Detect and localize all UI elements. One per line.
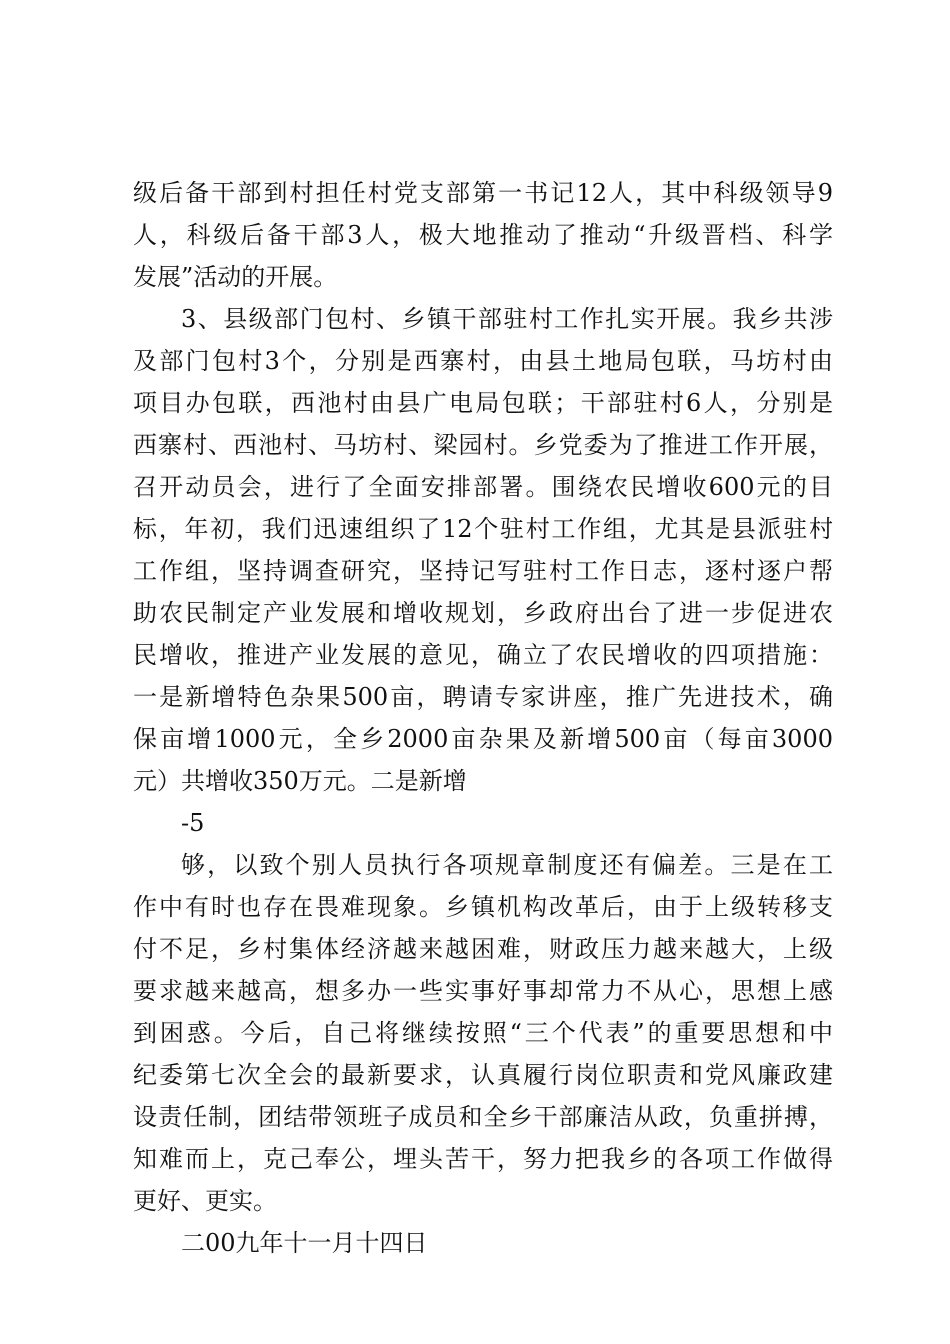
text-line: 标，年初，我们迅速组织了12个驻村工作组，尤其是县派驻村	[133, 515, 833, 543]
text-line: 级后备干部到村担任村党支部第一书记12人，其中科级领导9	[133, 179, 833, 207]
text-line: 3、县级部门包村、乡镇干部驻村工作扎实开展。我乡共涉	[181, 305, 833, 333]
text-line: 工作组，坚持调查研究，坚持记写驻村工作日志，逐村逐户帮	[133, 557, 833, 585]
text-line: 召开动员会，进行了全面安排部署。围绕农民增收600元的目	[133, 473, 833, 501]
text-line: 民增收，推进产业发展的意见，确立了农民增收的四项措施：	[133, 641, 833, 669]
text-line: 助农民制定产业发展和增收规划，乡政府出台了进一步促进农	[133, 599, 833, 627]
text-line: 保亩增1000元，全乡2000亩杂果及新增500亩（每亩3000	[133, 725, 833, 753]
text-line: 作中有时也存在畏难现象。乡镇机构改革后，由于上级转移支	[133, 893, 833, 921]
text-line: 更好、更实。	[133, 1187, 277, 1215]
document-body	[133, 172, 833, 1264]
text-line: 纪委第七次全会的最新要求，认真履行岗位职责和党风廉政建	[133, 1061, 833, 1089]
text-line: 项目办包联，西池村由县广电局包联；干部驻村6人，分别是	[133, 389, 833, 417]
text-line: 知难而上，克己奉公，埋头苦干，努力把我乡的各项工作做得	[133, 1145, 833, 1173]
text-line: 要求越来越高，想多办一些实事好事却常力不从心，思想上感	[133, 977, 833, 1005]
text-line: 设责任制，团结带领班子成员和全乡干部廉洁从政，负重拼搏，	[133, 1103, 833, 1131]
text-line: 到困惑。今后，自己将继续按照“三个代表”的重要思想和中	[133, 1019, 833, 1047]
page-number: -5	[181, 809, 205, 837]
text-line: 人，科级后备干部3人，极大地推动了推动“升级晋档、科学	[133, 221, 833, 249]
text-line: 及部门包村3个，分别是西寨村，由县土地局包联，马坊村由	[133, 347, 833, 375]
text-line: 付不足，乡村集体经济越来越困难，财政压力越来越大，上级	[133, 935, 833, 963]
text-line: 发展”活动的开展。	[133, 263, 338, 291]
text-line: 一是新增特色杂果500亩，聘请专家讲座，推广先进技术，确	[133, 683, 833, 711]
document-date: 二00九年十一月十四日	[181, 1229, 428, 1257]
text-line: 够，以致个别人员执行各项规章制度还有偏差。三是在工	[181, 851, 833, 879]
text-line: 西寨村、西池村、马坊村、梁园村。乡党委为了推进工作开展，	[133, 431, 833, 459]
text-line: 元）共增收350万元。二是新增	[133, 767, 467, 795]
